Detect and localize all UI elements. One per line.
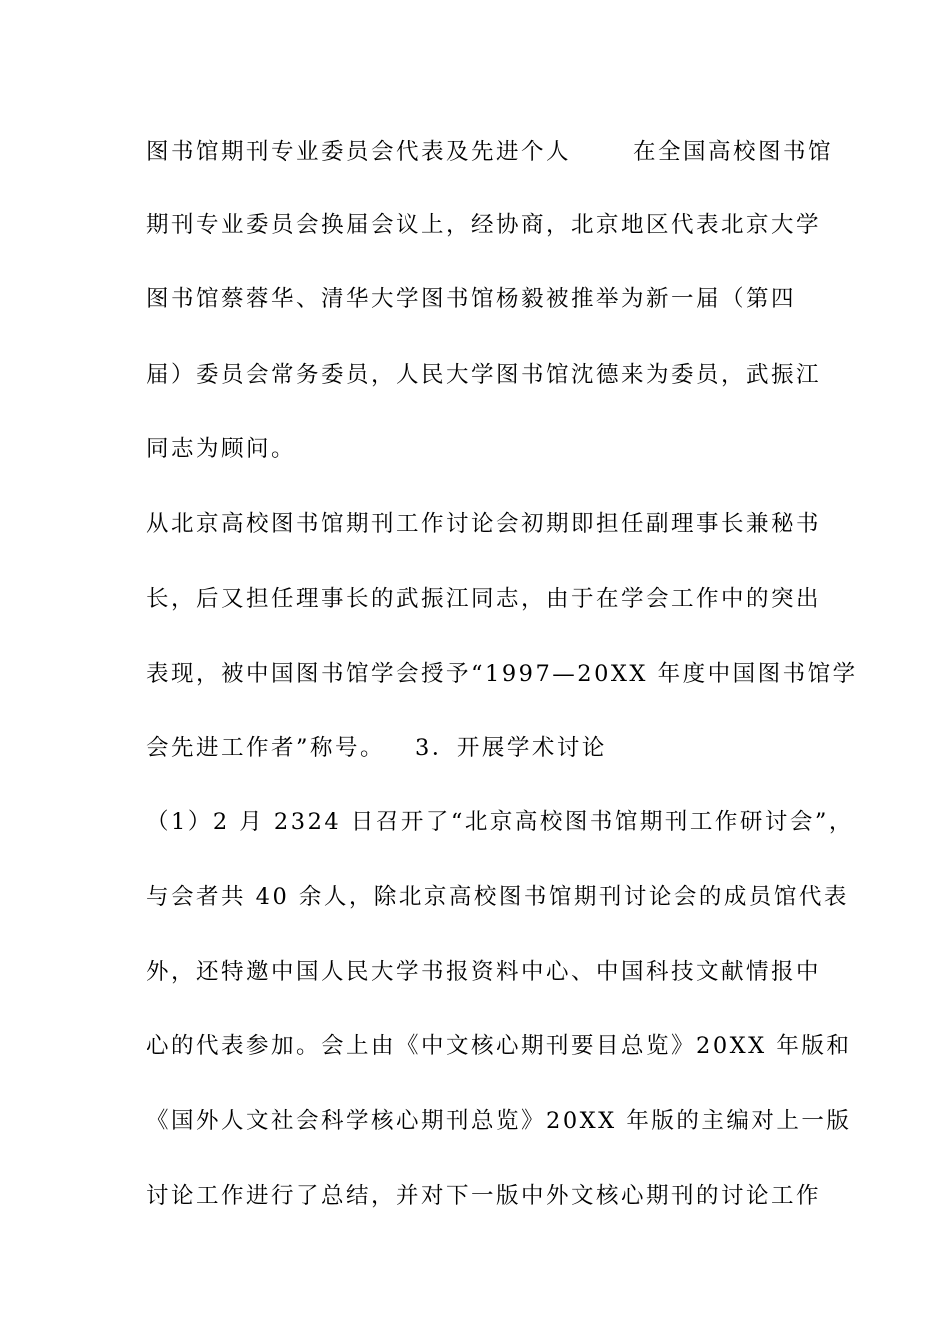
text-line: 讨论工作进行了总结，并对下一版中外文核心期刊的讨论工作: [146, 1183, 822, 1209]
text-line: 表现，被中国图书馆学会授予“1997—20XX 年度中国图书馆学: [146, 661, 858, 687]
text-segment: 在全国高校图书馆: [633, 139, 834, 165]
text-line: [146, 733, 806, 763]
text-line: （1）2 月 2324 日召开了“北京高校图书馆期刊工作研讨会”，: [146, 809, 854, 835]
text-line: 从北京高校图书馆期刊工作讨论会初期即担任副理事长兼秘书: [146, 511, 822, 537]
text-segment: 图书馆期刊专业委员会代表及先进个人: [146, 139, 572, 165]
text-line: 届）委员会常务委员，人民大学图书馆沈德来为委员，武振江: [146, 362, 822, 388]
text-line: 外，还特邀中国人民大学书报资料中心、中国科技文献情报中: [146, 959, 822, 985]
text-line: 长，后又担任理事长的武振江同志，由于在学会工作中的突出: [146, 586, 822, 612]
text-line: [146, 137, 834, 167]
text-line: 期刊专业委员会换届会议上，经协商，北京地区代表北京大学: [146, 212, 822, 238]
text-segment: 会先进工作者”称号。: [146, 735, 386, 761]
text-line: 《国外人文社会科学核心期刊总览》20XX 年版的主编对上一版: [146, 1108, 852, 1134]
section-heading: 3．开展学术讨论: [415, 735, 607, 761]
text-line: 同志为顾问。: [146, 436, 297, 462]
text-line: 图书馆蔡蓉华、清华大学图书馆杨毅被推举为新一届（第四: [146, 286, 797, 312]
text-line: 心的代表参加。会上由《中文核心期刊要目总览》20XX 年版和: [146, 1033, 852, 1059]
text-line: 与会者共 40 余人，除北京高校图书馆期刊讨论会的成员馆代表: [146, 884, 849, 910]
